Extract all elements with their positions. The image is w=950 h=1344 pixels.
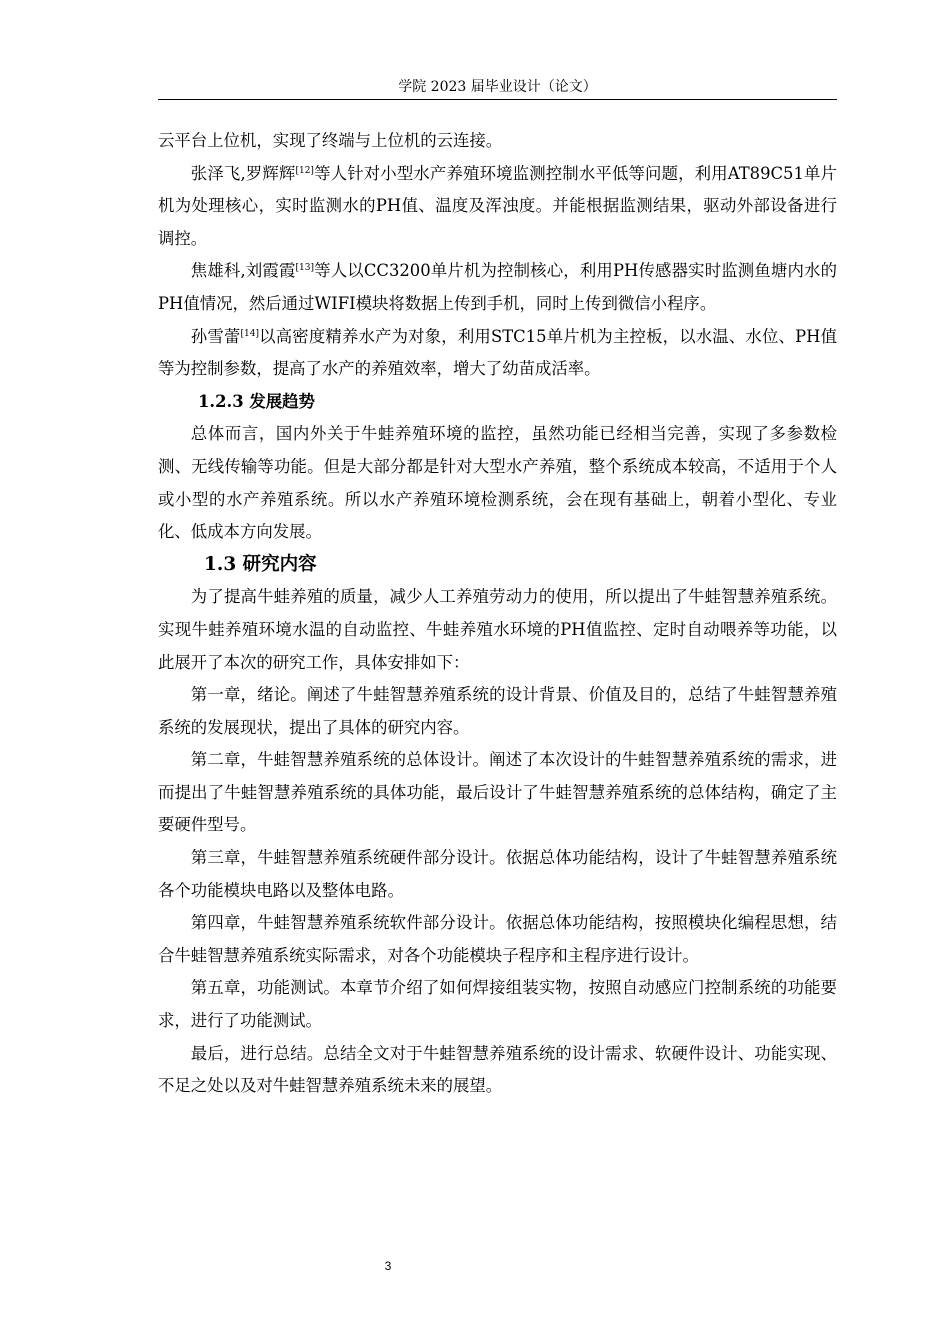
section-heading-1-2-3: 1.2.3 发展趋势 (198, 391, 315, 411)
citation-ref: [14] (240, 328, 259, 339)
paragraph (158, 158, 837, 256)
paragraph-text: 等人针对小型水产养殖环境监测控制水平低等问题，利用AT89C51单片机为处理核心，实时监测水的PH值、温度及浑浊度。并能根据监测结果，驱动外部设备进行调控。 (158, 163, 837, 248)
page-header: 学院 2023 届毕业设计（论文） (398, 79, 597, 95)
paragraph: 为了提高牛蛙养殖的质量，减少人工养殖劳动力的使用，所以提出了牛蛙智慧养殖系统。实现牛蛙养殖环境水温的自动监控、牛蛙养殖水环境的PH值监控、定时自动喂养等功能，以此展开了本次的研究工作，具体安排如下： (158, 587, 837, 672)
page-number: 3 (384, 1259, 392, 1273)
body-text (158, 125, 837, 1103)
header-divider (158, 99, 837, 100)
paragraph-text: 等人以CC3200单片机为控制核心，利用PH传感器实时监测鱼塘内水的PH值情况，然后通过WIFI模块将数据上传到手机，同时上传到微信小程序。 (158, 261, 837, 313)
paragraph-text: 孙雪蕾 (190, 326, 241, 346)
citation-ref: [12] (295, 165, 314, 176)
paragraph: 最后，进行总结。总结全文对于牛蛙智慧养殖系统的设计需求、软硬件设计、功能实现、不足之处以及对牛蛙智慧养殖系统未来的展望。 (158, 1043, 837, 1096)
paragraph-text: 焦雄科,刘霞霞 (190, 261, 296, 281)
paragraph: 第四章，牛蛙智慧养殖系统软件部分设计。依据总体功能结构，按照模块化编程思想，结合牛蛙智慧养殖系统实际需求，对各个功能模块子程序和主程序进行设计。 (158, 913, 837, 965)
section-heading-1-3: 1.3 研究内容 (204, 553, 317, 575)
citation-ref: [13] (295, 263, 315, 274)
paragraph: 第三章，牛蛙智慧养殖系统硬件部分设计。依据总体功能结构，设计了牛蛙智慧养殖系统各个功能模块电路以及整体电路。 (158, 848, 837, 900)
paragraph: 第五章，功能测试。本章节介绍了如何焊接组装实物，按照自动感应门控制系统的功能要求，进行了功能测试。 (158, 978, 837, 1031)
paragraph: 总体而言，国内外关于牛蛙养殖环境的监控，虽然功能已经相当完善，实现了多参数检测、无线传输等功能。但是大部分都是针对大型水产养殖，整个系统成本较高，不适用于个人或小型的水产养殖系统。所以水产养殖环境检测系统，会在现有基础上，朝着小型化、专业化、低成本方向发展。 (158, 424, 837, 542)
paragraph: 第一章，绪论。阐述了牛蛙智慧养殖系统的设计背景、价值及目的，总结了牛蛙智慧养殖系统的发展现状，提出了具体的研究内容。 (158, 685, 837, 737)
paragraph: 云平台上位机，实现了终端与上位机的云连接。 (158, 131, 503, 150)
paragraph (158, 255, 837, 320)
paragraph-text: 以高密度精养水产为对象，利用STC15单片机为主控板，以水温、水位、PH值等为控制参数，提高了水产的养殖效率，增大了幼苗成活率。 (158, 326, 837, 379)
paragraph (158, 321, 837, 386)
paragraph-text: 张泽飞,罗辉辉 (190, 163, 296, 183)
paragraph: 第二章，牛蛙智慧养殖系统的总体设计。阐述了本次设计的牛蛙智慧养殖系统的需求，进而提出了牛蛙智慧养殖系统的具体功能，最后设计了牛蛙智慧养殖系统的总体结构，确定了主要硬件型号。 (158, 750, 837, 835)
